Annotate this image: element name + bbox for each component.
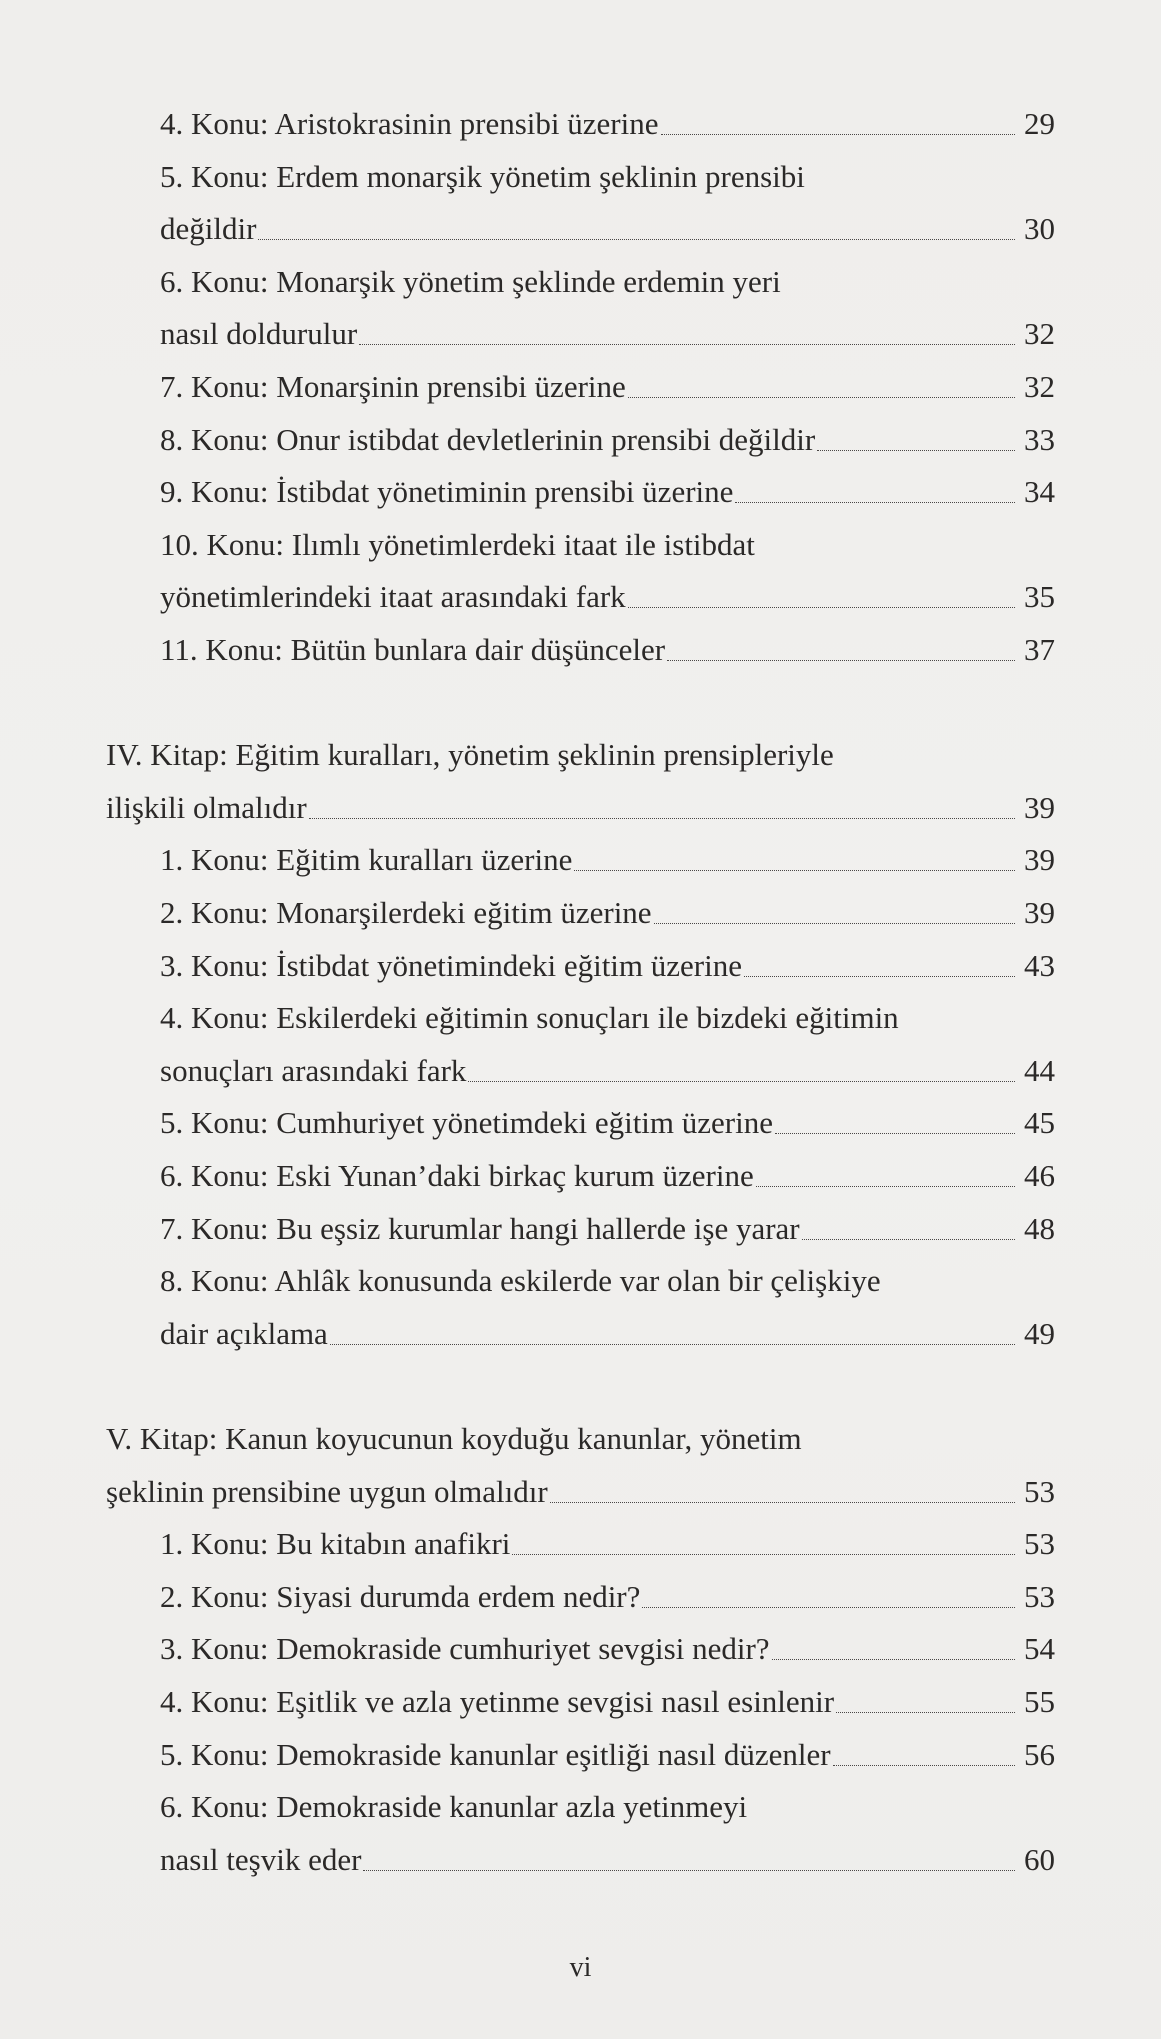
dot-leader [628, 397, 1015, 398]
toc-entry-title: 4. Konu: Eşitlik ve azla yetinme sevgisi nasıl esinlenir [160, 1684, 835, 1719]
dot-leader [512, 1554, 1015, 1555]
book-heading-title: IV. Kitap: Eğitim kuralları, yönetim şeklinin prensipleriyle [106, 737, 834, 772]
page-ref: 43 [1024, 948, 1055, 983]
page-ref: 39 [1024, 842, 1055, 877]
toc-entry-line [0, 1309, 1161, 1359]
toc-entry-title: nasıl teşvik eder [160, 1842, 362, 1877]
toc-entry-line [0, 152, 1161, 202]
toc-entry-title: 11. Konu: Bütün bunlara dair düşünceler [160, 632, 666, 667]
toc-entry-line [0, 835, 1161, 885]
page-number-folio: vi [569, 1952, 592, 1983]
book-heading-title: ilişkili olmalıdır [106, 790, 307, 825]
page-ref: 39 [1024, 790, 1055, 825]
toc-entry-line [0, 625, 1161, 675]
dot-leader [667, 660, 1015, 661]
toc-entry-line [0, 1519, 1161, 1569]
toc-entry-title: yönetimlerindeki itaat arasındaki fark [160, 579, 626, 614]
dot-leader [654, 923, 1015, 924]
toc-entry-line [0, 1098, 1161, 1148]
toc-entry-line [0, 520, 1161, 570]
toc-entry-line [0, 1677, 1161, 1727]
toc-entry-title: 1. Konu: Eğitim kuralları üzerine [160, 842, 573, 877]
dot-leader [735, 502, 1015, 503]
dot-leader [628, 607, 1015, 608]
toc-entry-line [0, 1151, 1161, 1201]
dot-leader [258, 239, 1015, 240]
dot-leader [309, 818, 1015, 819]
toc-entry-title: 7. Konu: Bu eşsiz kurumlar hangi hallerde işe yarar [160, 1211, 800, 1246]
page-ref: 35 [1024, 579, 1055, 614]
page-ref: 53 [1024, 1474, 1055, 1509]
dot-leader [802, 1239, 1015, 1240]
page-ref: 49 [1024, 1316, 1055, 1351]
book-heading-line [0, 1467, 1161, 1517]
toc-entry-line [0, 993, 1161, 1043]
dot-leader [661, 134, 1016, 135]
page-ref: 30 [1024, 211, 1055, 246]
page-ref: 29 [1024, 106, 1055, 141]
dot-leader [550, 1502, 1015, 1503]
toc-entry-line [0, 1256, 1161, 1306]
toc-entry-line [0, 99, 1161, 149]
toc-entry-title: 6. Konu: Eski Yunan’daki birkaç kurum üzerine [160, 1158, 754, 1193]
toc-entry-line [0, 309, 1161, 359]
book-heading-line [0, 730, 1161, 780]
page-ref: 32 [1024, 316, 1055, 351]
toc-entry-title: 8. Konu: Onur istibdat devletlerinin prensibi değildir [160, 422, 816, 457]
book-heading-line [0, 1414, 1161, 1464]
toc-entry-line [0, 1046, 1161, 1096]
toc-entry-title: 5. Konu: Cumhuriyet yönetimdeki eğitim üzerine [160, 1105, 773, 1140]
dot-leader [756, 1186, 1015, 1187]
page-ref: 53 [1024, 1526, 1055, 1561]
toc-entry-title: 6. Konu: Demokraside kanunlar azla yetinmeyi [160, 1789, 748, 1824]
toc-entry-line [0, 572, 1161, 622]
toc-entry-title: 4. Konu: Eskilerdeki eğitimin sonuçları ile bizdeki eğitimin [160, 1000, 899, 1035]
toc-entry-line [0, 941, 1161, 991]
toc-entry-line [0, 888, 1161, 938]
book-heading-title: şeklinin prensibine uygun olmalıdır [106, 1474, 548, 1509]
page-ref: 53 [1024, 1579, 1055, 1614]
toc-entry-line [0, 1204, 1161, 1254]
toc-entry-title: dair açıklama [160, 1316, 328, 1351]
page-ref: 37 [1024, 632, 1055, 667]
toc-entry-title: 4. Konu: Aristokrasinin prensibi üzerine [160, 106, 659, 141]
toc-entry-line [0, 1835, 1161, 1885]
dot-leader [772, 1659, 1015, 1660]
toc-entry-title: 2. Konu: Monarşilerdeki eğitim üzerine [160, 895, 652, 930]
toc-entry-line [0, 1572, 1161, 1622]
dot-leader [836, 1712, 1015, 1713]
toc-entry-line [0, 467, 1161, 517]
toc-entry-line [0, 1730, 1161, 1780]
page-ref: 55 [1024, 1684, 1055, 1719]
toc-entry-title: değildir [160, 211, 257, 246]
page-ref: 45 [1024, 1105, 1055, 1140]
dot-leader [642, 1607, 1015, 1608]
page-ref: 34 [1024, 474, 1055, 509]
dot-leader [817, 450, 1015, 451]
toc-entry-title: 6. Konu: Monarşik yönetim şeklinde erdemin yeri [160, 264, 781, 299]
book-heading-title: V. Kitap: Kanun koyucunun koyduğu kanunlar, yönetim [106, 1421, 802, 1456]
dot-leader [363, 1870, 1015, 1871]
page-ref: 48 [1024, 1211, 1055, 1246]
page-ref: 33 [1024, 422, 1055, 457]
toc-entry-title: sonuçları arasındaki fark [160, 1053, 467, 1088]
toc-entry-line [0, 415, 1161, 465]
toc-entry-title: 1. Konu: Bu kitabın anafikri [160, 1526, 511, 1561]
toc-entry-title: 3. Konu: İstibdat yönetimindeki eğitim üzerine [160, 948, 742, 983]
page-ref: 32 [1024, 369, 1055, 404]
page-ref: 44 [1024, 1053, 1055, 1088]
page-ref: 39 [1024, 895, 1055, 930]
toc-entry-line [0, 204, 1161, 254]
page-ref: 54 [1024, 1631, 1055, 1666]
page-ref: 46 [1024, 1158, 1055, 1193]
dot-leader [468, 1081, 1015, 1082]
dot-leader [330, 1344, 1015, 1345]
dot-leader [833, 1765, 1015, 1766]
toc-entry-line [0, 1624, 1161, 1674]
toc-entry-line [0, 1782, 1161, 1832]
dot-leader [574, 870, 1015, 871]
toc-entry-title: 9. Konu: İstibdat yönetiminin prensibi üzerine [160, 474, 734, 509]
toc-entry-title: 7. Konu: Monarşinin prensibi üzerine [160, 369, 626, 404]
toc-entry-title: 2. Konu: Siyasi durumda erdem nedir? [160, 1579, 641, 1614]
toc-entry-line [0, 362, 1161, 412]
dot-leader [359, 344, 1015, 345]
dot-leader [744, 976, 1015, 977]
toc-entry-line [0, 257, 1161, 307]
book-heading-line [0, 783, 1161, 833]
dot-leader [775, 1133, 1015, 1134]
page-ref: 56 [1024, 1737, 1055, 1772]
toc-entry-title: nasıl doldurulur [160, 316, 358, 351]
toc-entry-title: 5. Konu: Erdem monarşik yönetim şeklinin prensibi [160, 159, 805, 194]
page-ref: 60 [1024, 1842, 1055, 1877]
toc-entry-title: 5. Konu: Demokraside kanunlar eşitliği nasıl düzenler [160, 1737, 831, 1772]
toc-entry-title: 10. Konu: Ilımlı yönetimlerdeki itaat ile istibdat [160, 527, 755, 562]
toc-entry-title: 3. Konu: Demokraside cumhuriyet sevgisi nedir? [160, 1631, 770, 1666]
toc-entry-title: 8. Konu: Ahlâk konusunda eskilerde var olan bir çelişkiye [160, 1263, 881, 1298]
